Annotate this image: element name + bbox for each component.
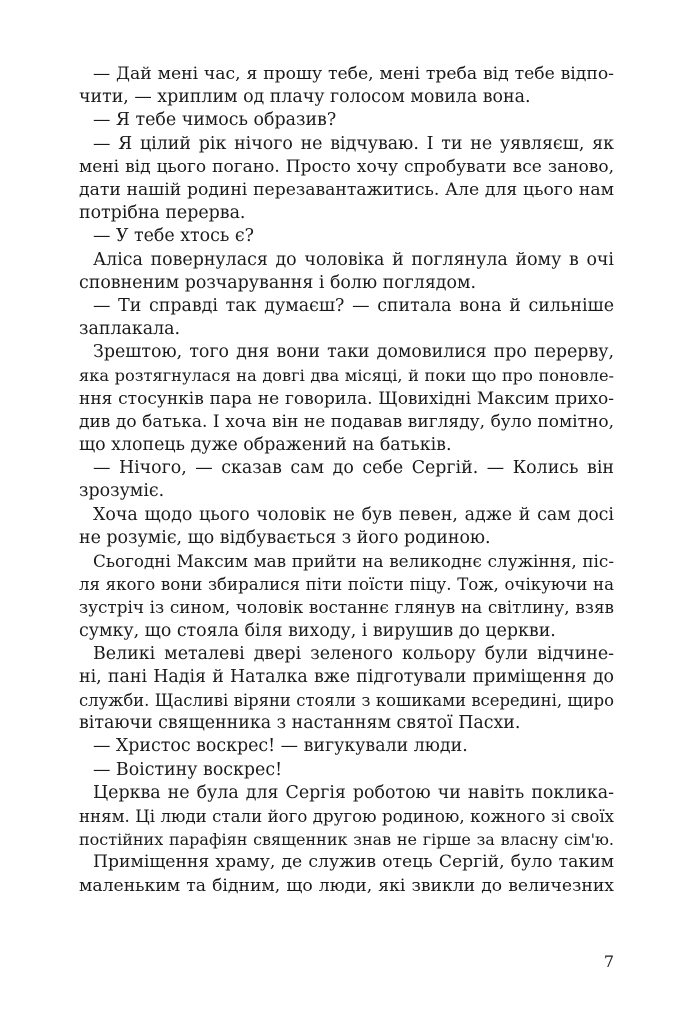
- text-line: мені від цього погано. Просто хочу спробувати все заново,: [79, 156, 614, 177]
- text-line: Зрештою, того дня вони таки домовилися про перерву,: [93, 342, 614, 363]
- text-line: Хоча щодо цього чоловік не був певен, адже й сам досі: [93, 504, 614, 525]
- text-line: нням. Ці люди стали його другою родиною, кожного зі своїх: [79, 807, 614, 826]
- text-line: потрібна перерва.: [79, 203, 246, 224]
- text-line: дати нашій родині перезавантажитись. Але для цього нам: [79, 179, 614, 200]
- text-line: вітаючи священника з настанням святої Пасхи.: [79, 713, 521, 734]
- text-line: служби. Щасливі віряни стояли з кошиками всередині, щиро: [79, 691, 614, 711]
- text-line: Церква не була для Сергія роботою чи навіть поклика-: [93, 782, 614, 803]
- text-line: сповненим розчарування і болю поглядом.: [79, 272, 477, 293]
- text-line: — Ти справді так думаєш? — спитала вона й сильніше: [93, 295, 614, 316]
- text-line: зрозуміє.: [79, 481, 165, 502]
- body-text: [79, 63, 614, 898]
- text-line: — Воістину воскрес!: [93, 759, 283, 780]
- text-line: не розуміє, що відбувається з його родиною.: [79, 527, 491, 548]
- text-line: зустріч із сином, чоловік востаннє глянув на світлину, взяв: [79, 597, 614, 618]
- text-line: чити, — хриплим од плачу голосом мовила вона.: [79, 87, 531, 108]
- text-line: сумку, що стояла біля виходу, і вирушив до церкви.: [79, 620, 556, 641]
- text-line: див до батька. І хоча він не подавав вигляду, було помітно,: [79, 411, 614, 432]
- text-line: — Нічого, — сказав сам до себе Сергій. — Колись він: [93, 458, 614, 479]
- text-line: постійних парафіян священник знав не гірше за власну сім'ю.: [79, 830, 614, 850]
- text-line: Приміщення храму, де служив отець Сергій, було таким: [93, 852, 614, 873]
- text-line: яка розтягнулася на довгі два місяці, й поки що про поновле-: [79, 366, 614, 386]
- text-line: заплакала.: [79, 319, 181, 340]
- text-line: ля якого вони збиралися піти поїсти піцу. Тож, очікуючи на: [79, 575, 614, 595]
- text-line: — У тебе хтось є?: [93, 226, 254, 247]
- text-line: маленьким та бідним, що люди, які звикли до величезних: [79, 875, 614, 896]
- text-line: Аліса повернулася до чоловіка й поглянула йому в очі: [93, 249, 614, 270]
- text-line: — Христос воскрес! — вигукували люди.: [93, 736, 468, 757]
- text-line: — Я тебе чимось образив?: [93, 110, 337, 131]
- text-line: ні, пані Надія й Наталка вже підготували приміщення до: [79, 666, 614, 687]
- text-line: що хлопець дуже ображений на батьків.: [79, 435, 452, 455]
- text-line: — Я цілий рік нічого не відчуваю. І ти не уявляєш, як: [93, 133, 614, 154]
- page-number: 7: [603, 952, 614, 971]
- text-line: Великі металеві двері зеленого кольору були відчине-: [93, 643, 614, 664]
- text-line: Сьогодні Максим мав прийти на великоднє служіння, піс-: [93, 550, 614, 571]
- text-line: ння стосунків пара не говорила. Щовихідні Максим прихо-: [79, 388, 614, 409]
- text-line: — Дай мені час, я прошу тебе, мені треба від тебе відпо-: [93, 64, 614, 84]
